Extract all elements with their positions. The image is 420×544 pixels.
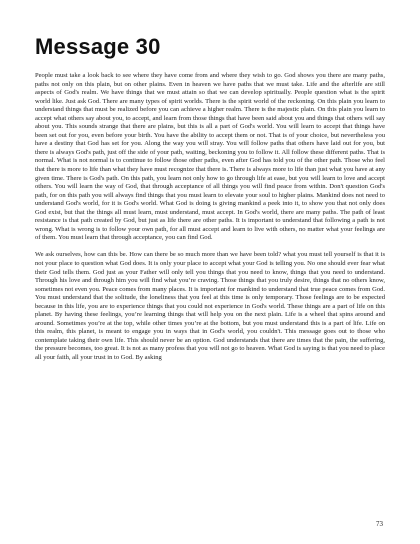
page-number: 73 xyxy=(376,520,383,528)
page-title: Message 30 xyxy=(35,34,161,59)
document-page xyxy=(35,34,385,534)
body-paragraph-2: We ask ourselves, how can this be. How can there be so much more than we have been told? what you must tell yourself is that it is not your place to question what God does. It is only your place to accept what your God is telling you. No one should ever fear what their God tells them. God just as your Father will only tell you things that you need to know, things that you need to understand. Through his love and through him you will find what you’re craving. Those things that you truly desire, things that no others know, sometimes not even you. Peace comes from many places. It is important for mankind to understand that true peace comes from God. You must understand that the solitude, the loneliness that you feel at this time is only temporary. Those feelings are to be expected because in this life, you are to experience things that you could not experience in God's world. These things are a part of life on this planet. By having these feelings, you’re learning things that will help you on the next plain. Life is a wheel that spins around and around. Sometimes you’re at the top, while other times you’re at the bottom, but you must understand this is a part of life. Life on this realm, this planet, is meant to engage you in ways that in God's world, you couldn't. This message goes out to those who contemplate taking their own life. This should never be an option. God understands that there are times that the pain, the suffering, the pressure becomes, too great. It is not as many profess that you will not go to heaven. What God is saying is that you need to place all your faith, all your trust in to God. By asking xyxy=(35,251,385,361)
body-paragraph-1: People must take a look back to see where they have come from and where they wish to go. God shows you there are many paths, paths not only on this plain, but on other plains. Even in heaven we have paths that we must take. Life and the afterlife are still aspects of God's realm. We have things that we must attain so that we can develop spiritually. People question what is the spirit world like. Just ask God. There are many types of spirit worlds. There is the spirit world of the reckoning. On this plain you learn to understand things that must be realized before you can achieve a higher realm. There is the majestic plain. On this plain you learn to accept what others say about you, to accept, and learn from those things that have been said about you and things that others will say about you. This sounds strange that there are plains, but this is all a part of God's world. You will learn to accept that things have been set out for you, even before your birth. You have the ability to accept them or not. That is of your choice, but nevertheless you have a destiny that God has set for you. Along the way you will stray. You will follow paths that others have laid out for you, but there is always God's path, just off the side of your path, waiting, beckoning you to follow it. All follow these different paths. That is normal. What is not normal is to continue to follow those other paths, even after God has told you of the other path. Those who feel that there is more to life than what they have must recognize that there is. There is always more to life than just what you have at any given time. There is God's path. On this path, you learn not only how to go through life at ease, but you will learn to love and accept others. You will learn the way of God, that through acceptance of all things you will find peace from within. Don't question God's path, for on this path you will always find things that you must learn to elevate your soul to higher plains. Mankind does not need to understand God's world, for it is God's world. What God is doing is giving mankind a peek into it, to show you that not only does God exist, but that the things all must learn, must understand, must accept. In God's world, there are many paths. The path of least resistance is that path created by God, but just as life there are other paths. It is important to understand that following a path is not wrong. What is wrong is to follow your own path, for all must accept and learn to live with others, no matter what your feelings are of them. You must learn that through acceptance, you can find God. xyxy=(35,72,385,242)
